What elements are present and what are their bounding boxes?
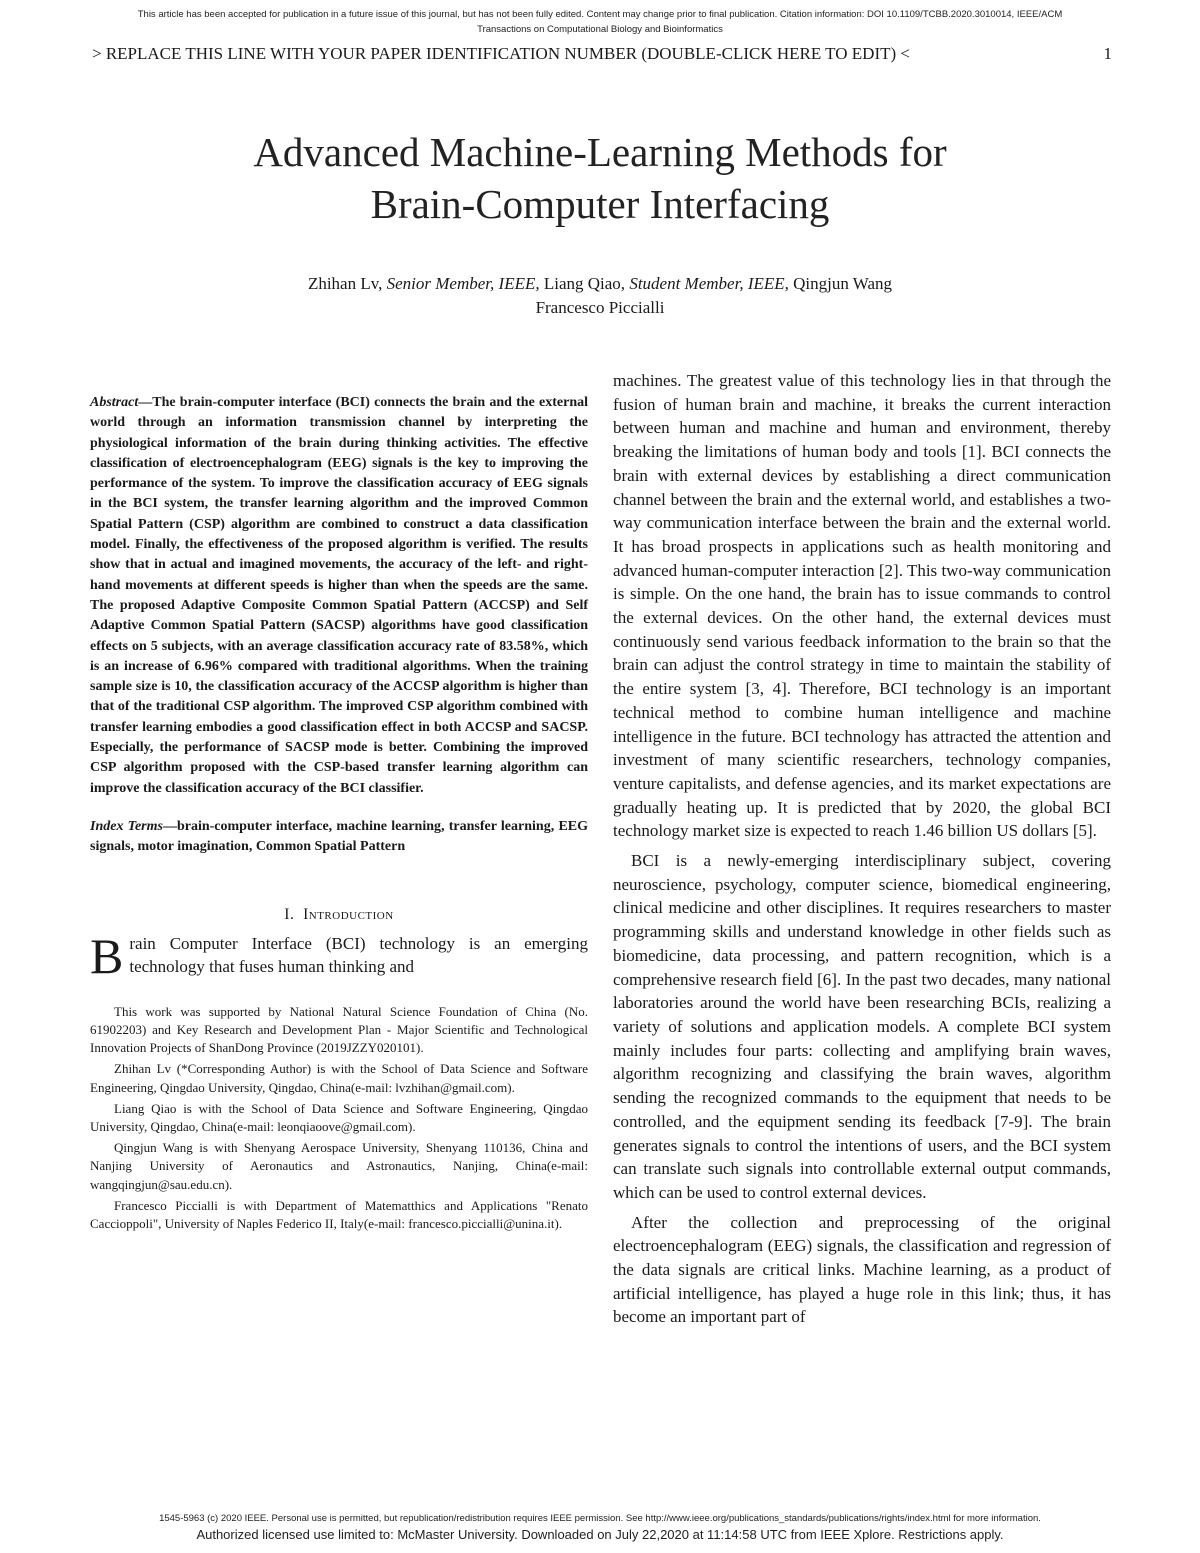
footnote-author-2: Liang Qiao is with the School of Data Science and Software Engineering, Qingdao University, Qingdao, China(e-mail: leonqiaoove@gmail.com). [90, 1100, 588, 1134]
publication-notice-line2: Transactions on Computational Biology and Bioinformatics [477, 24, 723, 35]
publication-notice-line1: This article has been accepted for publication in a future issue of this journal, but has not been fully edited. Content may change prior to final publication. Citation information: DOI 10.1109/TCBB.2020.3010014, IEEE/ACM [137, 9, 1063, 20]
author-name: Qingjun Wang [788, 274, 893, 293]
publication-notice [0, 7, 1200, 37]
author-line2 [0, 296, 1200, 320]
body-paragraph: machines. The greatest value of this technology lies in that through the fusion of human brain and machine, it breaks the current interaction between human and machine and human and environment, thereby breaking the limitations of human body and tools [1]. BCI connects the brain with external devices by establishing a direct communication channel between the brain and the external world, and establishes a two-way communication interface between the brain and the external world. It has broad prospects in applications such as health monitoring and advanced human-computer interaction [2]. This two-way communication is simple. On the one hand, the brain has to issue commands to control the external devices. On the other hand, the external devices must continuously send various feedback information to the brain so that the brain can adjust the control strategy in time to maintain the stability of the entire system [3, 4]. Therefore, BCI technology is an important technical method to combine human intelligence and machine intelligence in the future. BCI technology has attracted the attention and investment of many scientific researchers, technology companies, venture capitalists, and defense agencies, and its market expectations are gradually heating up. It is predicted that by 2020, the global BCI technology market size is expected to reach 1.46 billion US dollars [5]. [613, 371, 1111, 841]
paper-id-placeholder: > REPLACE THIS LINE WITH YOUR PAPER IDENTIFICATION NUMBER (DOUBLE-CLICK HERE TO EDIT) < [92, 44, 910, 63]
author-membership: Senior Member, IEEE, [386, 274, 540, 293]
footnote-author-4: Francesco Piccialli is with Department of Matematthics and Applications "Renato Caccioppoli", University of Naples Federico II, Italy(e-mail: francesco.piccialli@unina.it). [90, 1197, 588, 1231]
index-terms [90, 817, 588, 858]
footnote-author-3: Qingjun Wang is with Shenyang Aerospace University, Shenyang 110136, China and Nanjing University of Aeronautics and Astronautics, Nanjing, China(e-mail: wangqingjun@sau.edu.cn). [90, 1140, 588, 1192]
license-notice: Authorized licensed use limited to: McMaster University. Downloaded on July 22,2020 at 11:14:58 UTC from IEEE Xplore. Restrictions apply. [196, 1527, 1004, 1542]
footnote-funding: This work was supported by National Natural Science Foundation of China (No. 61902203) and Key Research and Development Plan - Major Scientific and Technological Innovation Projects of ShanDong Province (2019JZZY020101). [90, 1003, 588, 1056]
body-paragraph: BCI is a newly-emerging interdisciplinary subject, covering neuroscience, psychology, computer science, biomedical engineering, clinical medicine and other disciplines. It requires researchers to master programming skills and understand knowledge in other fields such as biomedicine, data processing, and pattern recognition, which is a comprehensive research field [6]. In the past two decades, many national laboratories around the world have been researching BCIs, realizing a variety of solutions and application models. A complete BCI system mainly includes four parts: collecting and amplifying brain waves, algorithm recognizing and classifying the brain waves, algorithm sending the recognized commands to the equipment that needs to be controlled, and the equipment sending its feedback [7-9]. The brain generates signals to control the intentions of users, and the BCI system can translate such signals into controllable external output commands, which can be used to control external devices. [613, 851, 1111, 1202]
right-column [613, 369, 1111, 1329]
author-name: Francesco Piccialli [535, 298, 665, 317]
author-name: Zhihan Lv, [307, 274, 387, 293]
paper-title-line1: Advanced Machine-Learning Methods for [253, 129, 947, 175]
author-list [0, 272, 1200, 320]
page-number: 1 [1103, 44, 1112, 63]
body-paragraph: After the collection and preprocessing of the original electroencephalogram (EEG) signals, the classification and regression of the data signals are critical links. Machine learning, as a product of artificial intelligence, has played a huge role in this link; thus, it has become an important part of [613, 1212, 1111, 1327]
index-terms-text: —brain-computer interface, machine learning, transfer learning, EEG signals, motor imagination, Common Spatial Pattern [90, 818, 589, 855]
section-heading-introduction [90, 904, 588, 926]
abstract [90, 393, 588, 799]
author-name: Liang Qiao, [539, 274, 630, 293]
introduction-text: rain Computer Interface (BCI) technology is an emerging technology that fuses human thinking and [129, 933, 588, 977]
index-terms-label: Index Terms [90, 818, 163, 834]
abstract-label: Abstract [90, 395, 139, 410]
drop-cap: B [90, 927, 124, 984]
abstract-text: —The brain-computer interface (BCI) connects the brain and the external world through an information transmission channel by interpreting the physiological information of the brain during thinking activities. The effective classification of electroencephalogram (EEG) signals is the key to improving the performance of the system. To improve the classification accuracy of EEG signals in the BCI system, the transfer learning algorithm and the improved Common Spatial Pattern (CSP) algorithm are combined to construct a data classification model. Finally, the effectiveness of the proposed algorithm is verified. The results show that in actual and imagined movements, the accuracy of the left- and right-hand movements at different speeds is higher than when the speeds are the same. The proposed Adaptive Composite Common Spatial Pattern (ACCSP) and Self Adaptive Common Spatial Pattern (SACSP) algorithms have good classification effects on 5 subjects, with an average classification accuracy rate of 83.58%, which is an increase of 6.96% compared with traditional algorithms. When the training sample size is 10, the classification accuracy of the ACCSP algorithm is higher than that of the traditional CSP algorithm. The improved CSP algorithm combined with transfer learning embodies a good classification effect in both ACCSP and SACSP. Especially, the performance of SACSP mode is better. Combining the improved CSP algorithm proposed with the CSP-based transfer learning algorithm can improve the classification accuracy of the BCI classifier. [90, 395, 588, 796]
author-footnotes [90, 1003, 588, 1233]
left-column [90, 393, 588, 1236]
author-membership: Student Member, IEEE, [629, 274, 789, 293]
paper-title-line2: Brain-Computer Interfacing [370, 181, 830, 227]
paper-title [0, 126, 1200, 230]
section-numeral: I. [284, 905, 295, 923]
author-line1 [0, 272, 1200, 296]
footnote-author-1: Zhihan Lv (*Corresponding Author) is with the School of Data Science and Software Engineering, Qingdao University, Qingdao, China(e-mail: lvzhihan@gmail.com). [90, 1061, 588, 1095]
introduction-paragraph [90, 927, 588, 984]
section-title: Introduction [303, 905, 394, 923]
copyright-notice: 1545-5963 (c) 2020 IEEE. Personal use is permitted, but republication/redistribution requires IEEE permission. See http://www.ieee.org/publications_standards/publications/rights/index.html for more information. [159, 1513, 1041, 1524]
